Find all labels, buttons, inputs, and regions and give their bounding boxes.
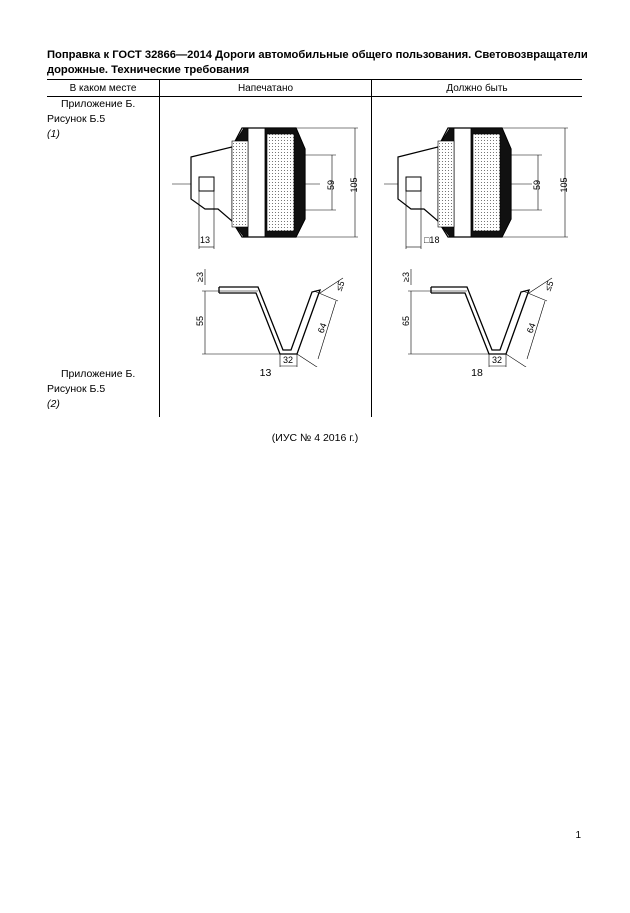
dim-59: 59 [532, 179, 542, 191]
table-row [47, 97, 582, 368]
dim-height: 55 [195, 315, 205, 327]
dim-105: 105 [559, 177, 569, 193]
dim-slant: 64 [315, 321, 329, 335]
dim-59: 59 [326, 179, 336, 191]
row2-place: Приложение Б. Рисунок Б.5 (2) [47, 368, 136, 410]
dim-105: 105 [349, 177, 359, 193]
dim-gap: ≥3 [401, 272, 411, 282]
dim-angle: ≤5 [542, 279, 556, 293]
dim-gap: ≥3 [195, 272, 205, 282]
dim-base: 32 [282, 355, 294, 365]
dim-height: 65 [401, 315, 411, 327]
should-be-figure [372, 97, 583, 368]
document-title: Поправка к ГОСТ 32866—2014 Дороги автомобильные общего пользования. Световозвращатели дорожные. Технические требования [47, 49, 588, 76]
dim-slant: 64 [524, 321, 538, 335]
dim-width: □18 [424, 235, 440, 245]
dim-angle: ≤5 [333, 279, 347, 293]
header-should-be: Должно быть [372, 80, 583, 97]
row2-should-be: 18 [372, 367, 583, 417]
should-be-drawing [372, 97, 583, 367]
row2-printed: 13 [160, 367, 372, 417]
printed-figure [160, 97, 372, 368]
table-row [47, 367, 582, 417]
dim-width: 13 [200, 235, 211, 245]
dim-base: 32 [491, 355, 503, 365]
printed-drawing [160, 97, 371, 367]
header-printed: Напечатано [160, 80, 372, 97]
correction-table [47, 79, 582, 417]
header-place: В каком месте [47, 80, 160, 97]
page-number: 1 [575, 830, 581, 841]
footer-note: (ИУС № 4 2016 г.) [271, 432, 359, 444]
row1-place: Приложение Б. Рисунок Б.5 (1) [47, 98, 136, 140]
